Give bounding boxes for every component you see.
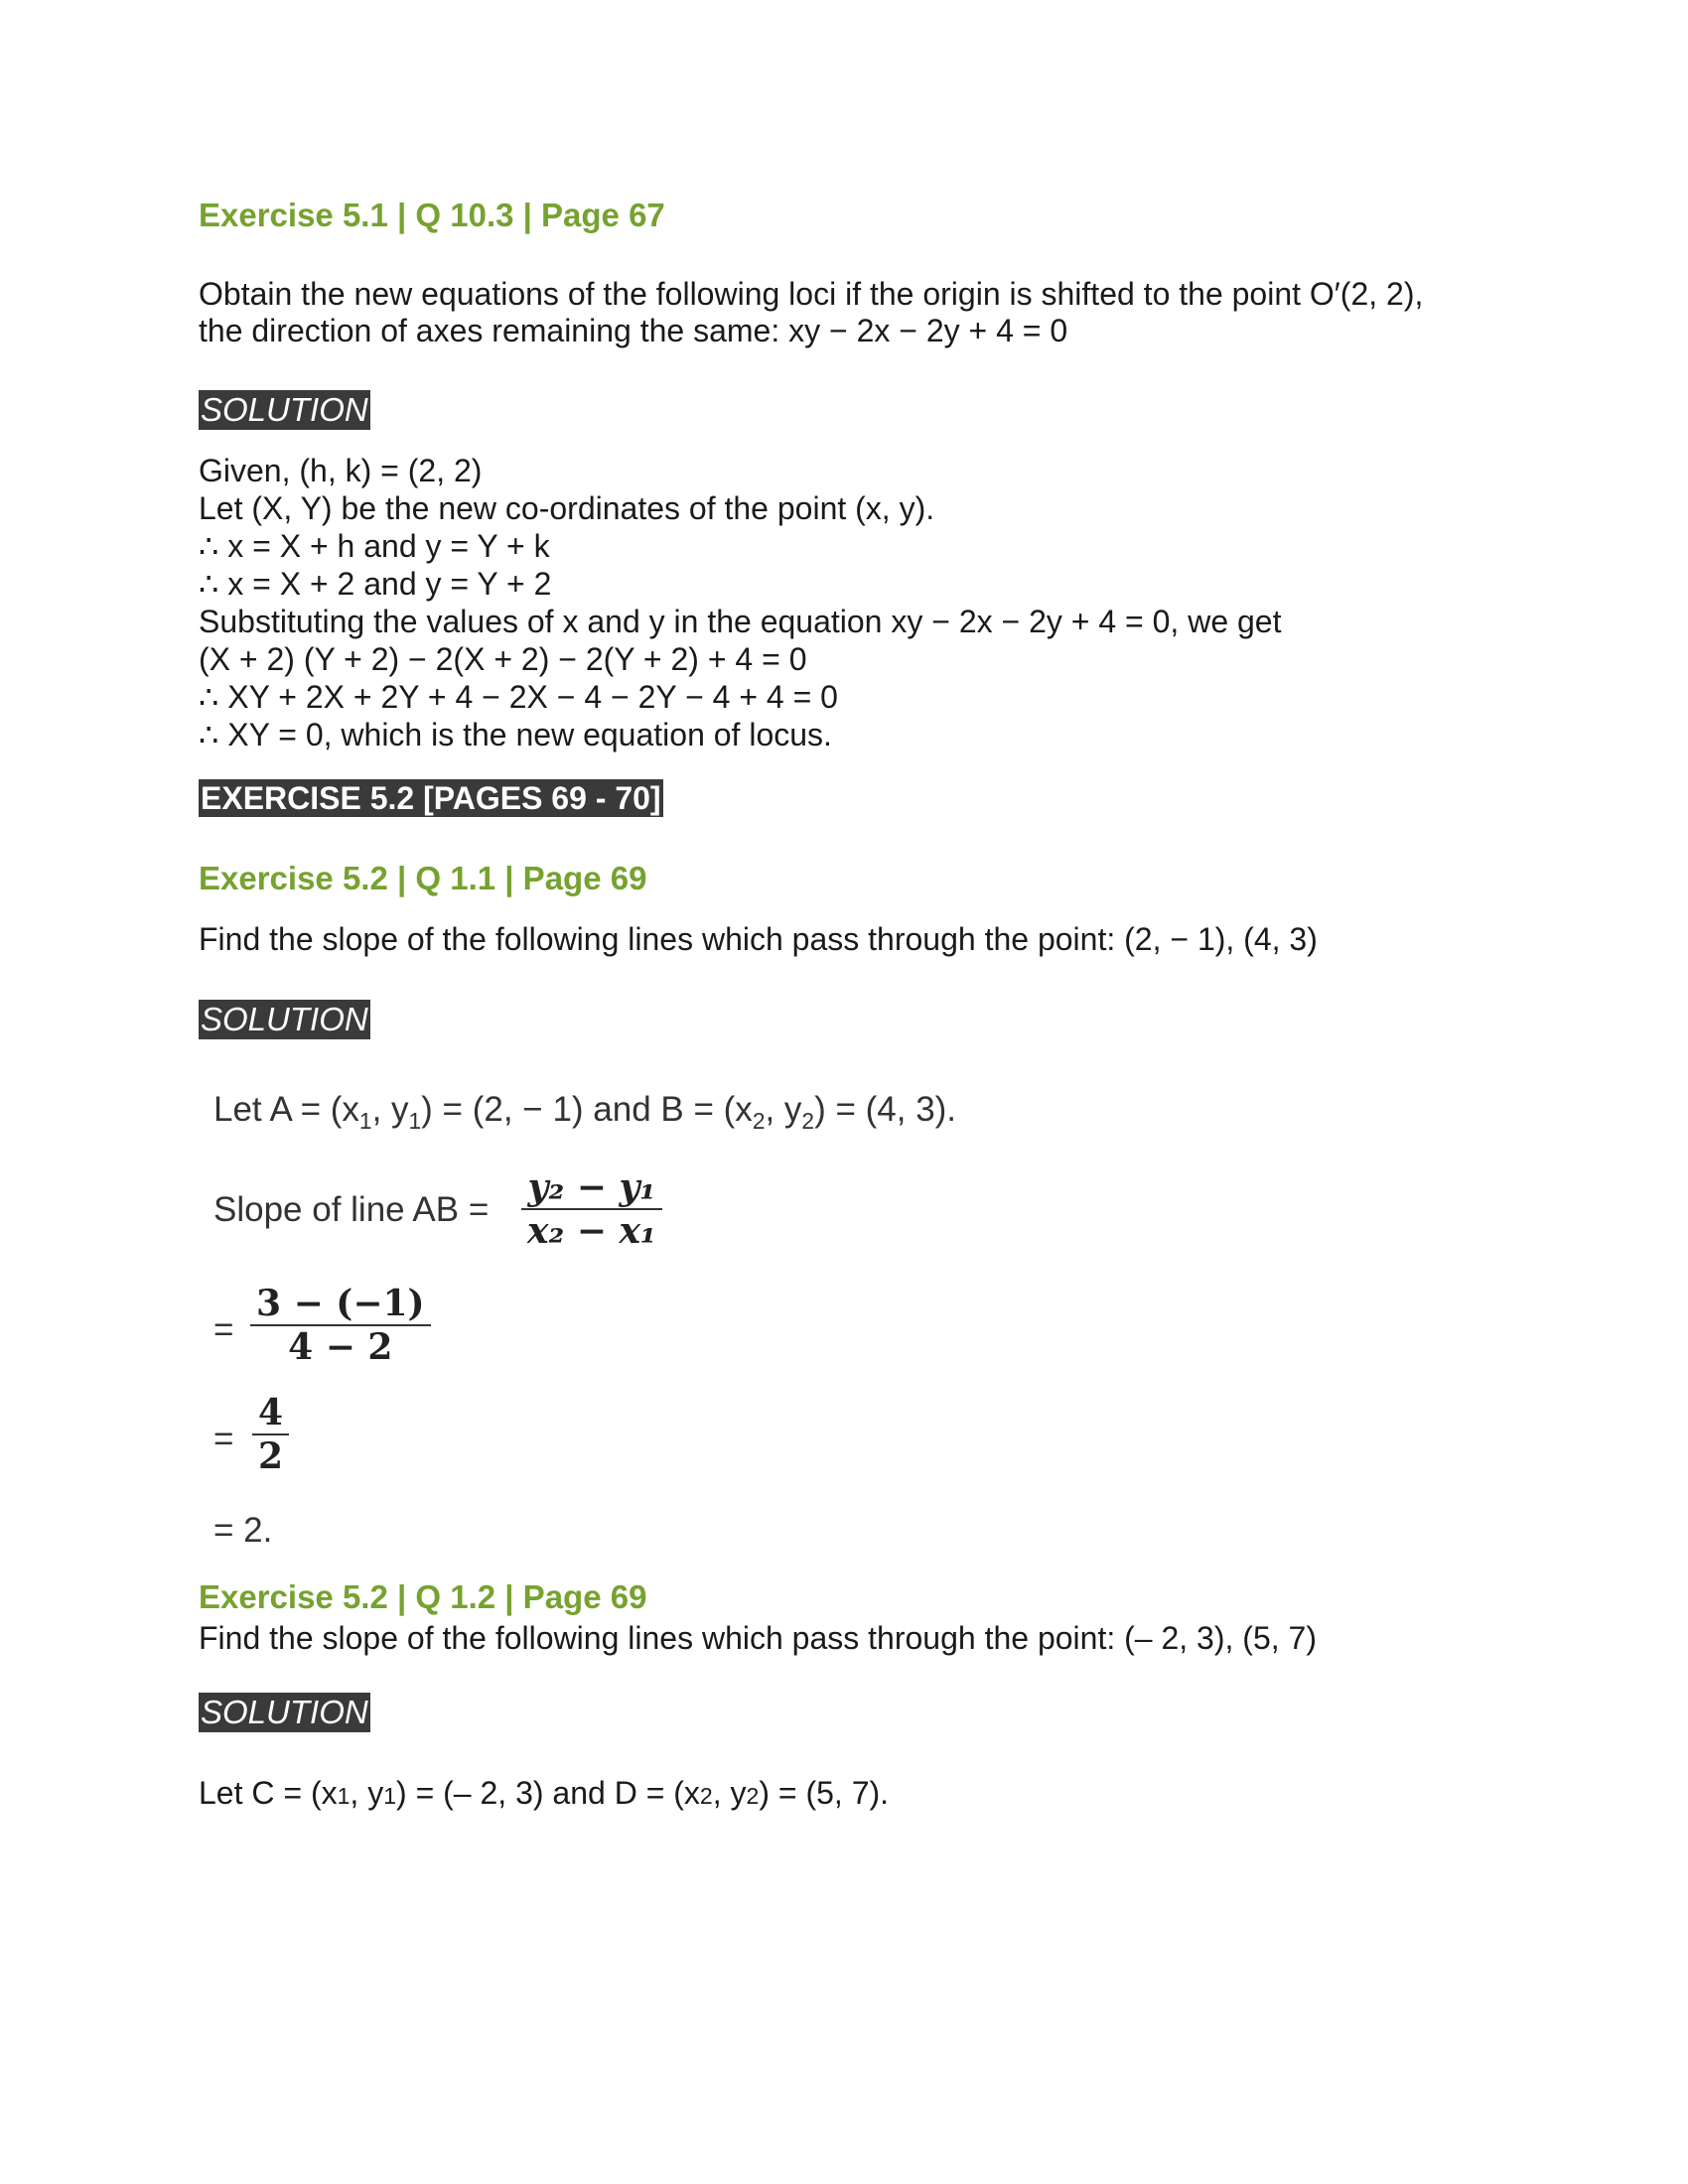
exercise-heading: Exercise 5.2 | Q 1.2 | Page 69 (199, 1578, 647, 1615)
solution-line: (X + 2) (Y + 2) − 2(X + 2) − 2(Y + 2) + 4 = 0 (199, 641, 807, 677)
fraction-denominator: x₂ − x₁ (527, 1210, 656, 1252)
section-heading: EXERCISE 5.2 [PAGES 69 - 70] (201, 780, 661, 816)
solution-line: ∴ x = X + h and y = Y + k (199, 528, 550, 564)
slope-result: = 2. (213, 1511, 273, 1550)
slope-formula (521, 1166, 662, 1252)
solution-line: Substituting the values of x and y in the equation xy − 2x − 2y + 4 = 0, we get (199, 604, 1282, 639)
slope-simplified (252, 1392, 289, 1477)
solution-line: ∴ x = X + 2 and y = Y + 2 (199, 566, 552, 602)
solution-line: Given, (h, k) = (2, 2) (199, 453, 483, 488)
question-text: Find the slope of the following lines which pass through the point: (– 2, 3), (5, 7) (199, 1620, 1317, 1656)
fraction-numerator: 4 (258, 1392, 284, 1433)
solution-badge: SOLUTION (201, 1001, 368, 1037)
solution-badge: SOLUTION (201, 391, 368, 428)
fraction-denominator: 4 − 2 (288, 1326, 393, 1368)
let-statement: Let C = (x1, y1) = (– 2, 3) and D = (x2, y2) = (5, 7). (199, 1775, 890, 1811)
fraction-numerator: 3 − (−1) (256, 1283, 425, 1324)
question-text: the direction of axes remaining the same: xy − 2x − 2y + 4 = 0 (199, 313, 1068, 348)
equals-sign: = (213, 1420, 234, 1458)
solution-line: ∴ XY = 0, which is the new equation of locus. (199, 717, 832, 752)
question-text: Obtain the new equations of the following loci if the origin is shifted to the point O′(2, 2), (199, 276, 1424, 312)
exercise-heading: Exercise 5.2 | Q 1.1 | Page 69 (199, 860, 647, 896)
question-text: Find the slope of the following lines which pass through the point: (2, − 1), (4, 3) (199, 921, 1318, 957)
equals-sign: = (213, 1310, 234, 1349)
exercise-heading: Exercise 5.1 | Q 10.3 | Page 67 (199, 197, 665, 233)
solution-badge: SOLUTION (201, 1694, 368, 1730)
solution-line: ∴ XY + 2X + 2Y + 4 − 2X − 4 − 2Y − 4 + 4 = 0 (199, 679, 838, 715)
slope-label: Slope of line AB = (213, 1190, 490, 1229)
let-statement: Let $A = (x_1$, $y_1) = (2$, − 1) and $B = (x_2$, $y_2) = (4$, 3). (213, 1090, 957, 1134)
solution-line: Let (X, Y) be the new co-ordinates of the point (x, y). (199, 490, 935, 526)
slope-substitution (250, 1283, 431, 1368)
fraction-numerator: y₂ − y₁ (527, 1166, 656, 1208)
fraction-denominator: 2 (258, 1435, 284, 1477)
